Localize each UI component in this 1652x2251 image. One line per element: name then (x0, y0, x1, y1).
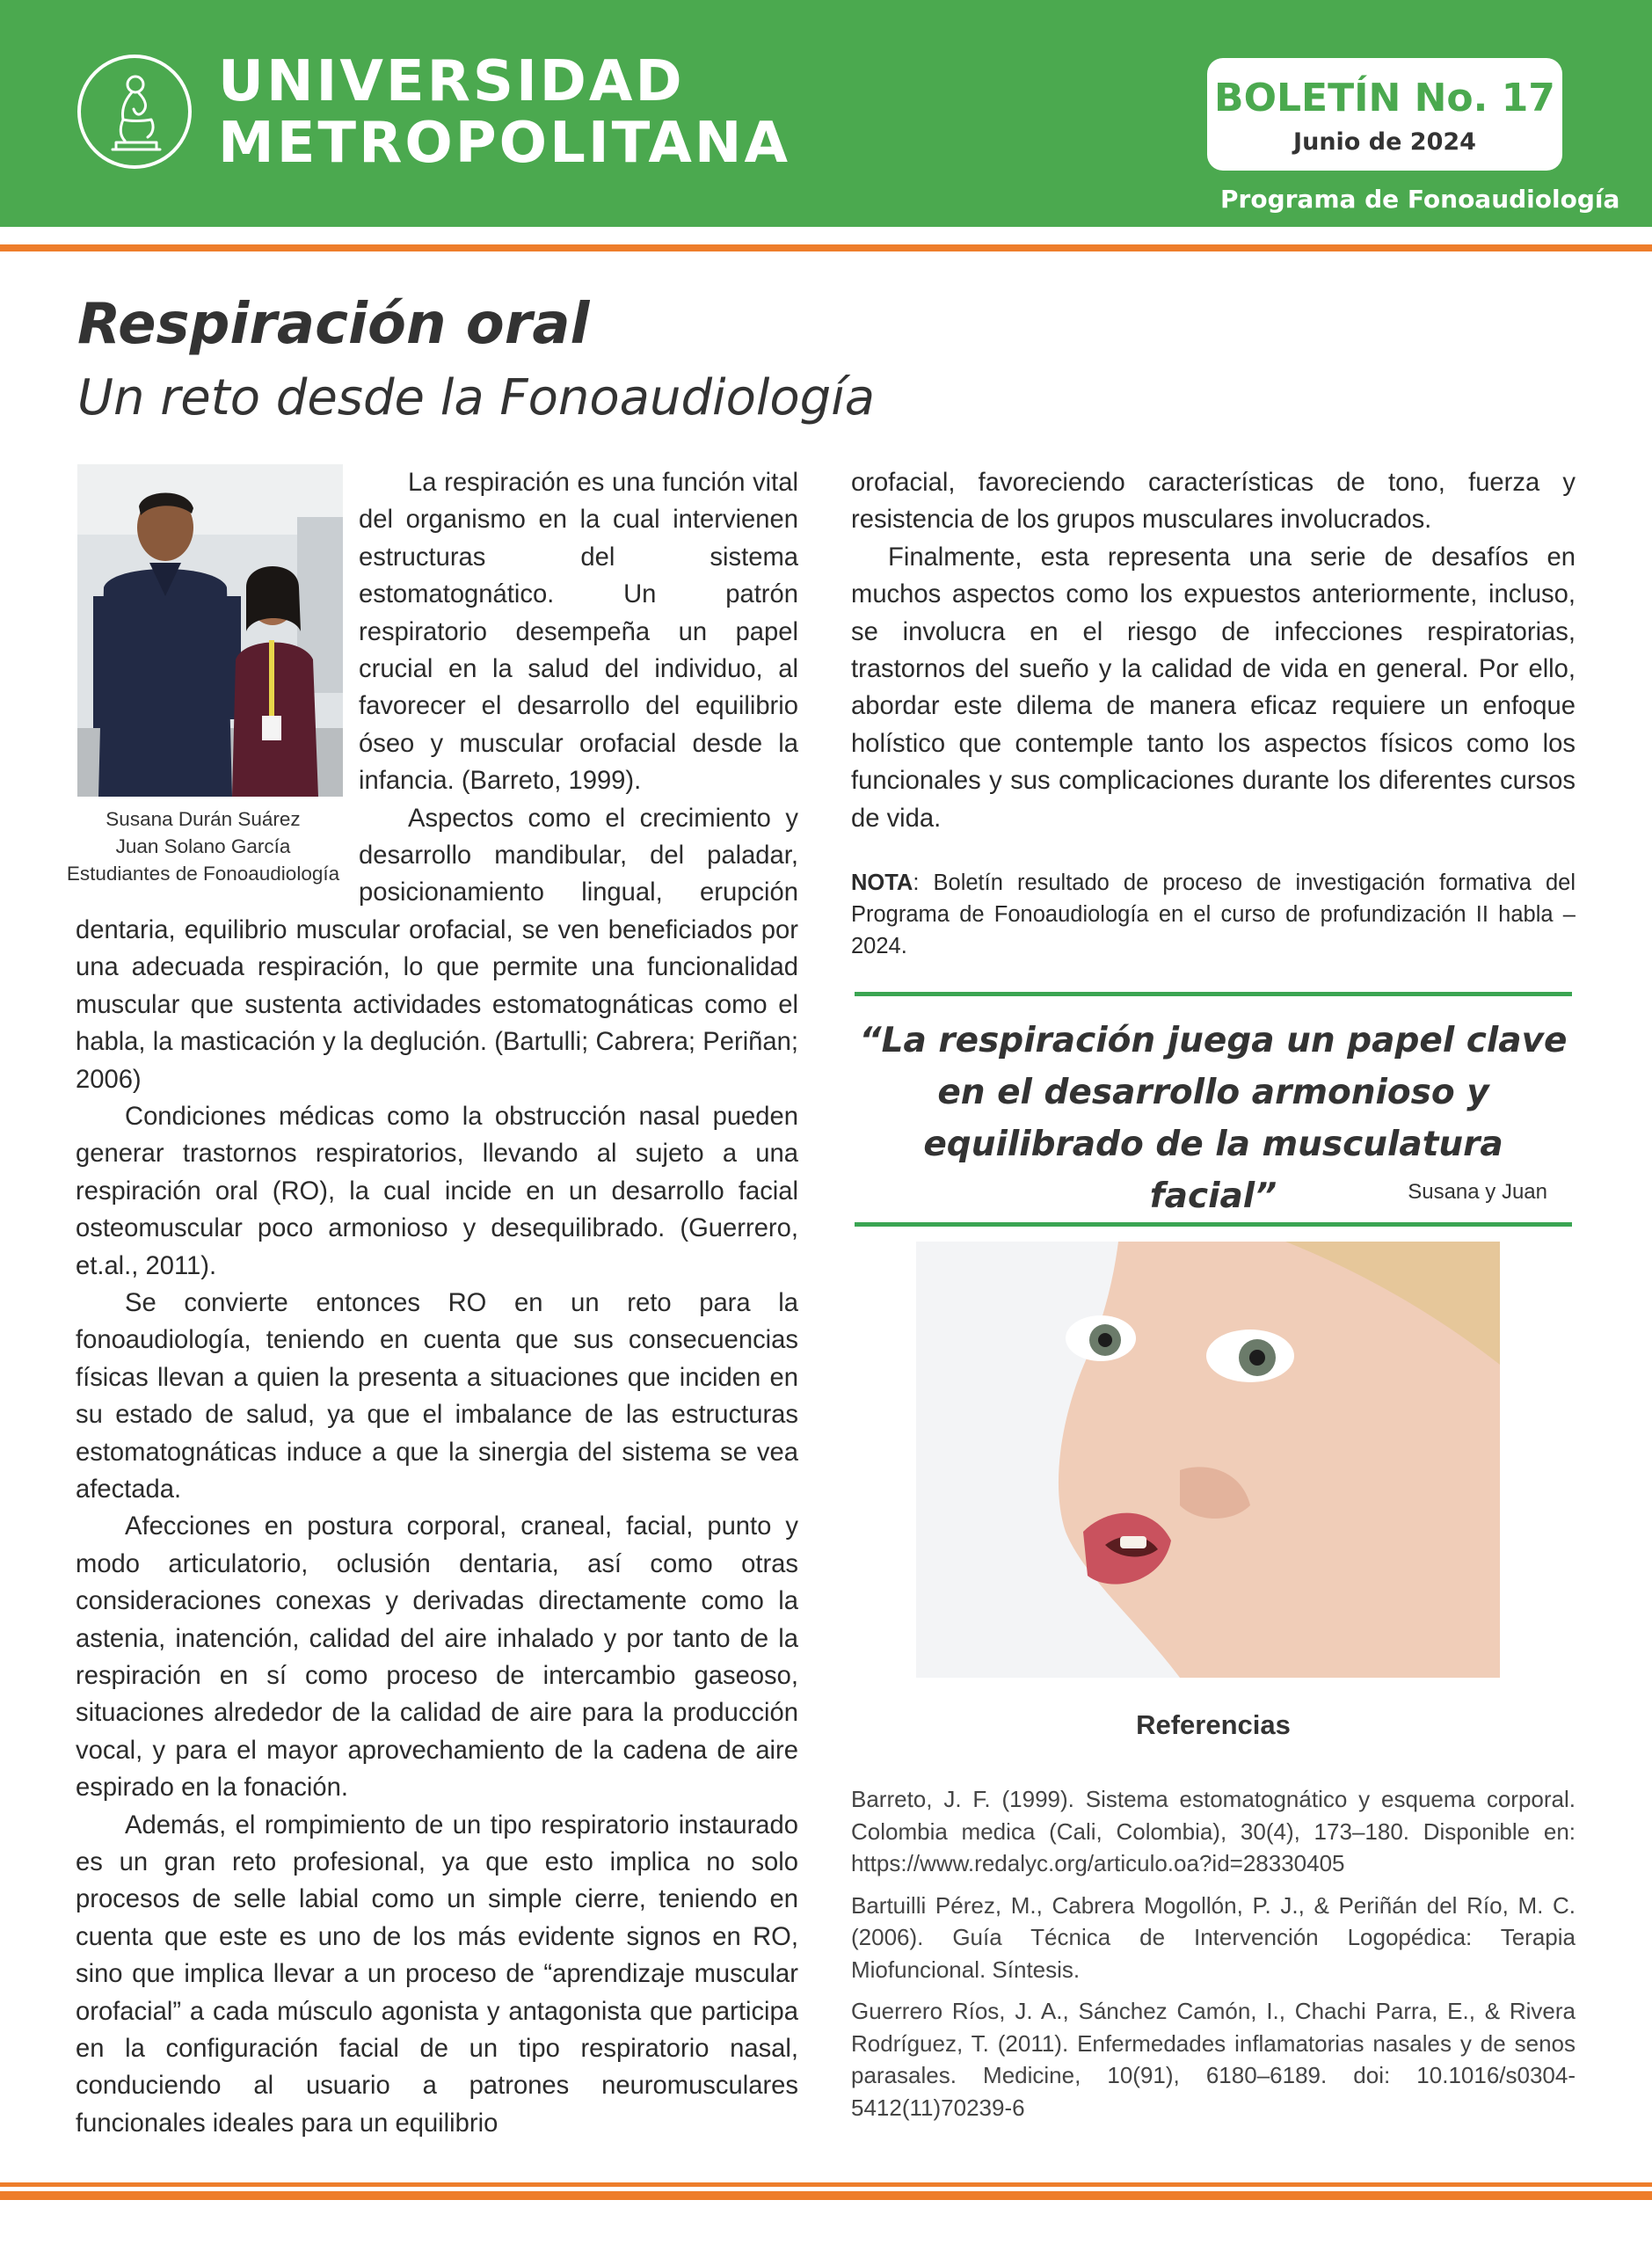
header-divider (0, 244, 1652, 251)
caption-line: Susana Durán Suárez (106, 808, 301, 830)
reference-item: Barreto, J. F. (1999). Sistema estomatognático y esquema corporal. Colombia medica (Cali, Colombia), 30(4), 173–180. Disponible en: https://www.redalyc.org/articulo.oa?id=28330405 (851, 1786, 1576, 1876)
references-list (851, 1783, 1576, 2133)
body-paragraph: Se convierte entonces RO en un reto para la fonoaudiología, teniendo en cuenta que sus consecuencias físicas llevan a quien la presenta a situaciones que inciden en su estado de salud, ya que el imbalance de las estructuras estomatognáticas induce a que la sinergia del sistema se vea afectada. (76, 1288, 798, 1504)
body-paragraph: Condiciones médicas como la obstrucción nasal pueden generar trastornos respiratorios, llevando al sujeto a una respiración oral (RO), la cual incide en un desarrollo facial osteomuscular poco armonioso y desequilibrado. (Guerrero, et.al., 2011). (76, 1102, 798, 1280)
program-name: Programa de Fonoaudiología (1220, 185, 1620, 214)
caption-line: Juan Solano García (115, 835, 291, 857)
pull-quote: “La respiración juega un papel clave en el desarrollo armonioso y equilibrado de la musculatura facial” (859, 1021, 1568, 1216)
quote-author: Susana y Juan (1408, 1180, 1547, 1204)
thinker-statue-icon (81, 58, 188, 165)
body-paragraph: La respiración es una función vital del organismo en la cual intervienen estructuras del sistema estomatognático. Un patrón respiratorio desempeña un papel crucial en la salud del individuo, al favorecer el desarrollo del equilibrio óseo y muscular orofacial desde la infancia. (Barreto, 1999). (359, 469, 798, 796)
article-title: Respiración oral (77, 292, 590, 357)
students-photo (77, 464, 343, 797)
body-paragraph: Aspectos como el crecimiento y desarrollo mandibular, del paladar, posicionamiento lingual, erupción dentaria, equilibrio muscular orofacial, se ven beneficiados por una adecuada respiración, lo que permite una funcionalidad muscular que sustenta actividades estomatognáticas como el habla, la masticación y la deglución. (Bartulli; Cabrera; Periñan; 2006) (76, 804, 798, 1094)
university-name-line2: METROPOLITANA (218, 111, 790, 176)
university-name (218, 51, 790, 174)
note (851, 867, 1576, 962)
article-subtitle: Un reto desde la Fonoaudiología (77, 369, 876, 426)
body-paragraph: Finalmente, esta representa una serie de desafíos en muchos aspectos como los expuestos anteriormente, incluso, se involucra en el riesgo de infecciones respiratorias, trastornos del sueño y la calidad de vida en general. Por ello, abordar este dilema de manera eficaz requiere un enfoque holístico que contemple tanto los aspectos físicos como los funcionales y sus complicaciones durante los diferentes cursos de vida. (851, 543, 1576, 833)
students-caption (58, 805, 348, 887)
body-paragraph: Afecciones en postura corporal, craneal, facial, punto y modo articulatorio, oclusión dentaria, así como otras consideraciones conexas y derivadas directamente como la astenia, inatención, calidad del aire inhalado y por tanto de la respiración en sí como proceso de intercambio gaseoso, situaciones alrededor de la calidad de aire para la producción vocal, y para el mayor aprovechamiento de la cadena de aire espirado en la fonación. (76, 1512, 798, 1803)
quote-top-rule (855, 992, 1572, 996)
child-face-photo (916, 1242, 1500, 1678)
header-banner (0, 0, 1652, 227)
article-body-right (851, 464, 1576, 837)
students-figure (58, 464, 348, 911)
article-body-left (66, 464, 798, 2142)
university-name-line1: UNIVERSIDAD (218, 49, 685, 114)
caption-line: Estudiantes de Fonoaudiología (66, 863, 340, 885)
body-paragraph: orofacial, favoreciendo características de tono, fuerza y resistencia de los grupos musculares involucrados. (851, 469, 1576, 535)
footer-rule-top (0, 2182, 1652, 2187)
university-logo (77, 55, 192, 169)
footer-rule-bottom (0, 2191, 1652, 2200)
note-label: NOTA (851, 871, 913, 895)
bulletin-date: Junio de 2024 (1293, 128, 1476, 156)
reference-item: Bartuilli Pérez, M., Cabrera Mogollón, P. J., & Periñán del Río, M. C. (2006). Guía Técnica de Intervención Logopédica: Terapia Miofuncional. Síntesis. (851, 1891, 1576, 1983)
bulletin-number: BOLETÍN No. 17 (1214, 76, 1555, 120)
references-heading: Referencias (1136, 1709, 1291, 1740)
quote-bottom-rule (855, 1222, 1572, 1227)
bulletin-badge (1207, 58, 1562, 171)
note-text: : Boletín resultado de proceso de investigación formativa del Programa de Fonoaudiología en el curso de profundización II habla – 2024. (851, 871, 1576, 958)
reference-item: Guerrero Ríos, J. A., Sánchez Camón, I., Chachi Parra, E., & Rivera Rodríguez, T. (2011). Enfermedades inflamatorias nasales y de senos parasales. Medicine, 10(91), 6180–6189. doi: 10.1016/s0304-5412(11)70239-6 (851, 1998, 1576, 2121)
body-paragraph: Además, el rompimiento de un tipo respiratorio instaurado es un gran reto profesional, ya que esto implica no solo procesos de selle labial como un simple cierre, teniendo en cuenta que este es uno de los más evidente signos en RO, sino que implica llevar a un proceso de “aprendizaje muscular orofacial” a cada músculo agonista y antagonista que participa en la configuración facial de un tipo respiratorio nasal, conduciendo al usuario a patrones neuromusculares funcionales ideales para un equilibrio (76, 1810, 798, 2138)
